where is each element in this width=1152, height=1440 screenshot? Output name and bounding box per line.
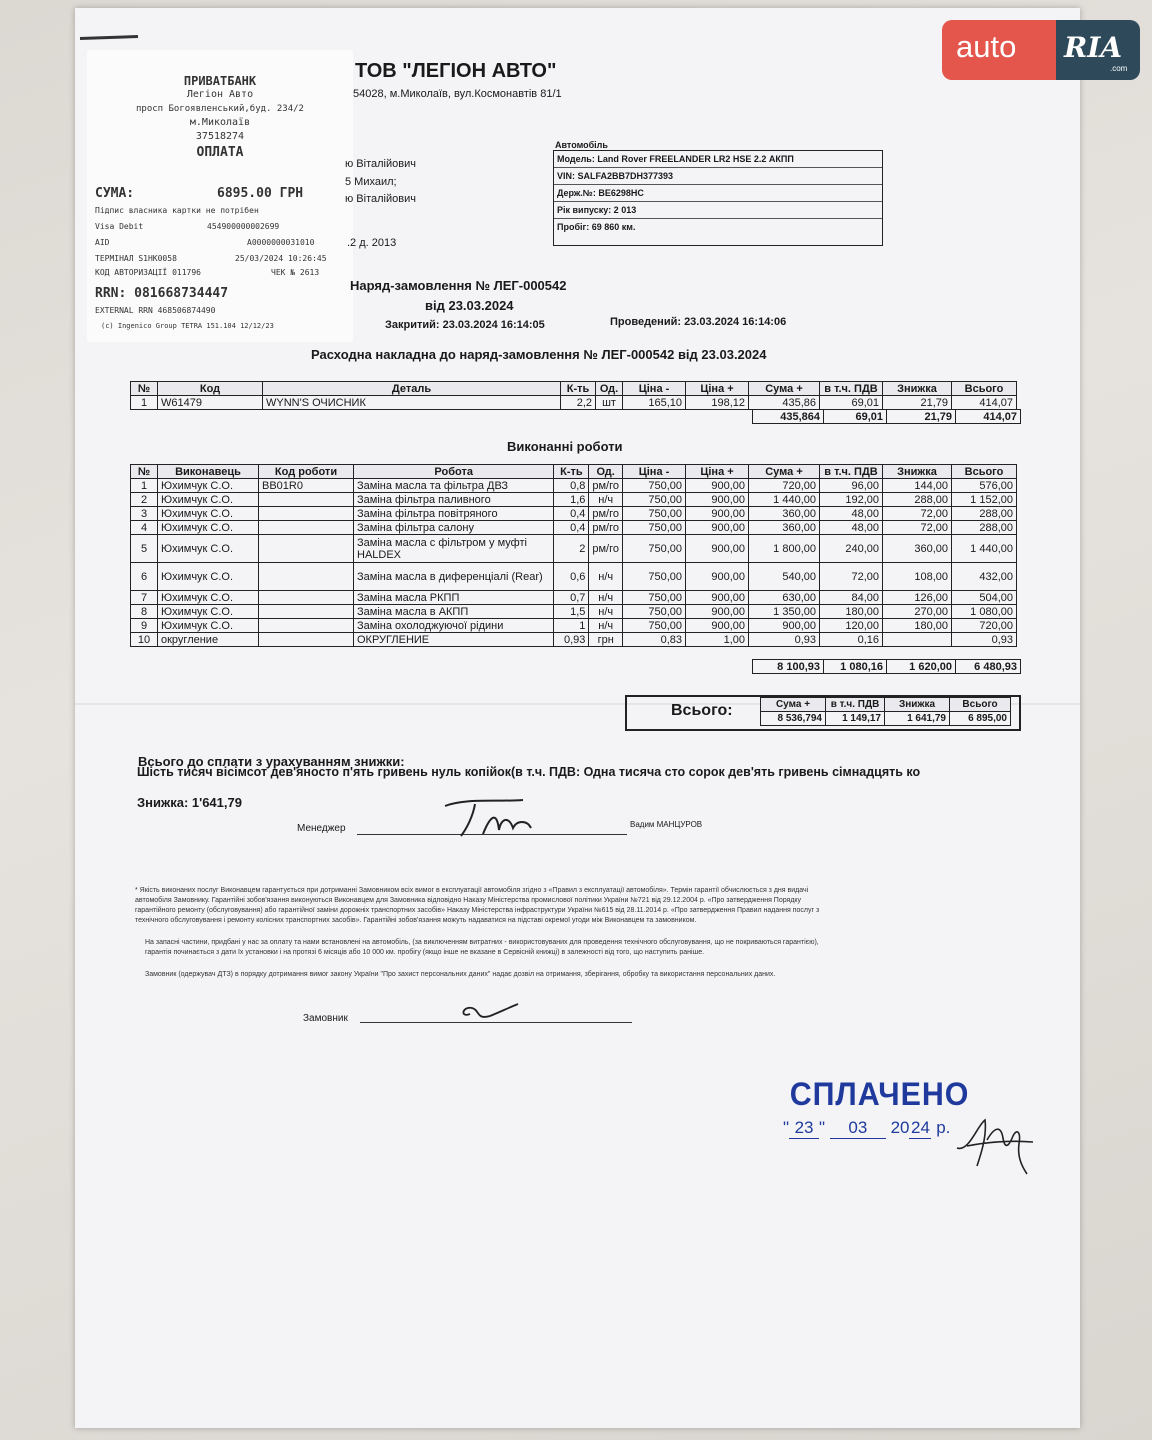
table-cell: рм/го: [589, 535, 623, 563]
fine-print-parts: На запасні частини, придбані у нас за оплату та нами встановлені на автомобіль, (за виключенням витратних - використовуваних для проведення технічного обслуговування, що не покриваються гарантією), гарантія починається з дати їх установки і на протязі 6 місяців або 10 000 км. пробігу (якщо інше не вказане в Сервісній книжці) в залежності від того, що наступить раніше.: [145, 939, 819, 956]
manager-name: Вадим МАНЦУРОВ: [630, 820, 703, 829]
order-closed: Закритий: 23.03.2024 16:14:05: [385, 319, 545, 331]
works-table: [130, 464, 1017, 647]
receipt-merchant: Легіон Авто: [186, 89, 254, 100]
table-cell: [259, 591, 354, 605]
table-cell: 288,00: [883, 493, 952, 507]
table-cell: Юхимчук С.О.: [158, 479, 259, 493]
table-cell: 69,01: [820, 396, 883, 410]
table-cell: 720,00: [749, 479, 820, 493]
table-row: [131, 479, 1017, 493]
table-cell: 1: [554, 619, 589, 633]
table-cell: 192,00: [820, 493, 883, 507]
table-cell: W61479: [158, 396, 263, 410]
table-row: [131, 535, 1017, 563]
table-cell: [259, 507, 354, 521]
table-row: [131, 591, 1017, 605]
table-row: [131, 605, 1017, 619]
table-cell: Заміна масла РКПП: [354, 591, 554, 605]
table-cell: 1 080,00: [952, 605, 1017, 619]
table-cell: [259, 535, 354, 563]
table-cell: 750,00: [623, 521, 686, 535]
table-cell: 576,00: [952, 479, 1017, 493]
table-cell: Юхимчук С.О.: [158, 507, 259, 521]
works-col-header: Всього: [952, 465, 1017, 479]
table-cell: н/ч: [589, 591, 623, 605]
table-row: [131, 493, 1017, 507]
table-cell: 0,7: [554, 591, 589, 605]
works-title: Виконанні роботи: [507, 439, 623, 454]
client-name-fragment: ю Віталійович: [345, 158, 416, 170]
table-cell: рм/го: [589, 521, 623, 535]
grand-value: 1 641,79: [885, 712, 950, 726]
table-cell: Заміна масла в АКПП: [354, 605, 554, 619]
company-name: ТОВ "ЛЕГІОН АВТО": [355, 60, 557, 82]
receipt-card-number: 454900000002699: [207, 222, 280, 231]
table-cell: Юхимчук С.О.: [158, 605, 259, 619]
payment-title: Всього до сплати з урахуванням знижки:: [138, 754, 405, 769]
table-cell: н/ч: [589, 605, 623, 619]
parts-col-header: Код: [158, 382, 263, 396]
manager-label: Менеджер: [297, 823, 346, 834]
table-cell: 900,00: [686, 493, 749, 507]
table-cell: 750,00: [623, 605, 686, 619]
car-vin: VIN: SALFA2BB7DH377393: [554, 167, 882, 184]
car-year: Рік випуску: 2 013: [554, 201, 882, 218]
table-cell: Юхимчук С.О.: [158, 563, 259, 591]
grand-col-header: Сума +: [761, 698, 826, 712]
table-cell: 360,00: [749, 521, 820, 535]
car-plate: Держ.№: ВЕ6298НС: [554, 184, 882, 201]
receipt-operation: ОПЛАТА: [196, 145, 244, 160]
table-cell: 900,00: [686, 563, 749, 591]
table-cell: 1 440,00: [749, 493, 820, 507]
table-cell: 1,00: [686, 633, 749, 647]
table-cell: 0,4: [554, 521, 589, 535]
grand-col-header: в т.ч. ПДВ: [826, 698, 885, 712]
table-cell: 0,6: [554, 563, 589, 591]
receipt-external-rrn: EXTERNAL RRN 468506874490: [95, 306, 216, 315]
works-col-header: Од.: [589, 465, 623, 479]
table-cell: 360,00: [749, 507, 820, 521]
grand-col-header: Знижка: [885, 698, 950, 712]
table-cell: 900,00: [686, 479, 749, 493]
customer-label: Замовник: [303, 1013, 348, 1024]
car-title: Автомобіль: [555, 140, 608, 150]
receipt-bank: ПРИВАТБАНК: [183, 74, 257, 88]
table-cell: WYNN'S ОЧИСНИК: [263, 396, 561, 410]
parts-totals: [752, 409, 1021, 424]
client-name-fragment: 5 Михаил;: [345, 176, 397, 188]
table-cell: 0,93: [554, 633, 589, 647]
parts-col-header: Од.: [596, 382, 623, 396]
totals-cell: 69,01: [824, 410, 887, 424]
works-header-row: [131, 465, 1017, 479]
table-cell: 435,86: [749, 396, 820, 410]
table-row: [131, 396, 1017, 410]
grand-value: 6 895,00: [950, 712, 1011, 726]
logo-auto-text: auto: [956, 29, 1017, 64]
table-cell: Заміна фільтра паливного: [354, 493, 554, 507]
table-cell: 900,00: [686, 605, 749, 619]
parts-col-header: Всього: [952, 382, 1017, 396]
table-cell: 72,00: [883, 521, 952, 535]
table-cell: 2,2: [561, 396, 596, 410]
parts-title: Расходна накладна до наряд-замовлення № ЛЕГ-000542 від 23.03.2024: [311, 347, 767, 362]
receipt-auth-code: КОД АВТОРИЗАЦІЇ 011796: [95, 268, 201, 277]
table-cell: Заміна фільтра повітряного: [354, 507, 554, 521]
table-cell: 10: [131, 633, 158, 647]
totals-cell: 6 480,93: [956, 660, 1021, 674]
table-cell: Заміна масла та фільтра ДВЗ: [354, 479, 554, 493]
table-cell: Заміна фільтра салону: [354, 521, 554, 535]
table-cell: Заміна масла с фільтром у муфті HALDEX: [354, 535, 554, 563]
order-date: від 23.03.2024: [425, 298, 514, 313]
table-cell: 1: [131, 396, 158, 410]
table-cell: 2: [554, 535, 589, 563]
table-cell: 750,00: [623, 535, 686, 563]
table-cell: 0,8: [554, 479, 589, 493]
table-cell: 144,00: [883, 479, 952, 493]
client-date-fragment: .2 д. 2013: [347, 237, 397, 249]
totals-cell: 435,864: [753, 410, 824, 424]
parts-col-header: №: [131, 382, 158, 396]
works-totals: [752, 659, 1021, 674]
table-cell: 6: [131, 563, 158, 591]
totals-row: [753, 410, 1021, 424]
table-cell: [259, 563, 354, 591]
works-col-header: Ціна -: [623, 465, 686, 479]
car-info-box: [553, 150, 883, 246]
receipt-check-number: ЧЕК № 2613: [271, 268, 320, 277]
table-cell: 540,00: [749, 563, 820, 591]
table-cell: 180,00: [883, 619, 952, 633]
receipt-sign-note: Підпис власника картки не потрібен: [95, 206, 259, 215]
table-cell: рм/го: [589, 507, 623, 521]
table-cell: 630,00: [749, 591, 820, 605]
totals-cell: 8 100,93: [753, 660, 824, 674]
table-cell: 504,00: [952, 591, 1017, 605]
table-cell: 414,07: [952, 396, 1017, 410]
receipt-city: м.Миколаїв: [189, 117, 251, 128]
receipt-footer: (c) Ingenico Group TETRA 151.104 12/12/23: [101, 322, 274, 330]
table-cell: [259, 493, 354, 507]
table-cell: грн: [589, 633, 623, 647]
table-cell: 0,83: [623, 633, 686, 647]
table-cell: 288,00: [952, 521, 1017, 535]
client-name-fragment: ю Віталійович: [345, 193, 416, 205]
table-row: [131, 507, 1017, 521]
receipt-rrn: RRN: 081668734447: [95, 286, 229, 301]
grand-value-row: [761, 712, 1011, 726]
table-cell: [259, 619, 354, 633]
table-cell: 84,00: [820, 591, 883, 605]
bank-receipt: [87, 50, 353, 342]
receipt-sum-value: 6895.00 ГРН: [217, 186, 304, 201]
table-cell: 720,00: [952, 619, 1017, 633]
grand-value: 8 536,794: [761, 712, 826, 726]
table-cell: н/ч: [589, 619, 623, 633]
table-cell: 900,00: [686, 521, 749, 535]
parts-col-header: Деталь: [263, 382, 561, 396]
works-col-header: №: [131, 465, 158, 479]
table-cell: 96,00: [820, 479, 883, 493]
table-cell: шт: [596, 396, 623, 410]
table-cell: 750,00: [623, 591, 686, 605]
logo-ria-text: RIA: [1064, 31, 1123, 64]
receipt-datetime: 25/03/2024 10:26:45: [235, 254, 327, 263]
table-cell: 270,00: [883, 605, 952, 619]
table-cell: 1,6: [554, 493, 589, 507]
table-cell: рм/го: [589, 479, 623, 493]
totals-cell: 1 620,00: [887, 660, 956, 674]
company-address: 54028, м.Миколаїв, вул.Космонавтів 81/1: [353, 88, 562, 100]
table-cell: 360,00: [883, 535, 952, 563]
parts-col-header: Сума +: [749, 382, 820, 396]
table-cell: [259, 521, 354, 535]
table-cell: н/ч: [589, 563, 623, 591]
table-cell: Заміна масла в диференціалі (Rear): [354, 563, 554, 591]
table-cell: 4: [131, 521, 158, 535]
table-cell: 432,00: [952, 563, 1017, 591]
car-mileage: Пробіг: 69 860 км.: [554, 218, 882, 235]
table-cell: Юхимчук С.О.: [158, 493, 259, 507]
parts-col-header: Знижка: [883, 382, 952, 396]
works-col-header: Робота: [354, 465, 554, 479]
table-cell: Юхимчук С.О.: [158, 591, 259, 605]
parts-header-row: [131, 382, 1017, 396]
works-col-header: в т.ч. ПДВ: [820, 465, 883, 479]
payment-words: Шість тисяч вісімсот дев'яносто п'ять гривень нуль копійок(в т.ч. ПДВ: Одна тисяча сто сорок дев'ять гривень сімнадцять ко: [137, 765, 921, 779]
works-col-header: К-ть: [554, 465, 589, 479]
totals-cell: 1 080,16: [824, 660, 887, 674]
paid-stamp: СПЛАЧЕНО: [789, 1076, 970, 1112]
stamp-unit: р.: [936, 1118, 951, 1137]
parts-table: [130, 381, 1017, 410]
receipt-address: просп Богоявленський,буд. 234/2: [136, 104, 304, 114]
receipt-aid-value: A0000000031010: [247, 238, 315, 247]
table-cell: Юхимчук С.О.: [158, 535, 259, 563]
table-cell: 8: [131, 605, 158, 619]
works-col-header: Код роботи: [259, 465, 354, 479]
order-conducted: Проведений: 23.03.2024 16:14:06: [610, 316, 787, 328]
table-cell: 72,00: [820, 563, 883, 591]
customer-signature: [450, 996, 540, 1026]
table-cell: 0,93: [952, 633, 1017, 647]
grand-header-row: [761, 698, 1011, 712]
table-cell: 0,93: [749, 633, 820, 647]
table-cell: 288,00: [952, 507, 1017, 521]
receipt-id: 37518274: [195, 131, 245, 142]
table-cell: 48,00: [820, 521, 883, 535]
payment-discount: Знижка: 1'641,79: [137, 795, 242, 810]
stamp-year-prefix: 20: [890, 1118, 910, 1137]
totals-cell: 21,79: [887, 410, 956, 424]
totals-row: [753, 660, 1021, 674]
table-cell: 750,00: [623, 479, 686, 493]
receipt-sum-label: СУМА:: [95, 186, 135, 201]
table-cell: 0,16: [820, 633, 883, 647]
table-cell: 198,12: [686, 396, 749, 410]
table-cell: 3: [131, 507, 158, 521]
receipt-card-type: Visa Debit: [95, 222, 144, 231]
table-cell: [883, 633, 952, 647]
pen-mark: [80, 35, 138, 40]
table-cell: 1 800,00: [749, 535, 820, 563]
table-cell: округление: [158, 633, 259, 647]
logo-com-text: .com: [1110, 64, 1128, 73]
table-cell: 750,00: [623, 507, 686, 521]
grand-value: 1 149,17: [826, 712, 885, 726]
table-cell: BB01R0: [259, 479, 354, 493]
table-cell: 48,00: [820, 507, 883, 521]
parts-col-header: в т.ч. ПДВ: [820, 382, 883, 396]
table-cell: 900,00: [686, 507, 749, 521]
receipt-terminal: ТЕРМІНАЛ S1HK0058: [95, 254, 177, 263]
totals-cell: 414,07: [956, 410, 1021, 424]
fine-print-warranty: * Якість виконаних послуг Виконавцем гарантується при дотриманні Замовником всіх вимог в експлуатації автомобіля згідно з «Правил з експлуатації автомобіля». Термін гарантії обчислюється з дня видачі автомобіля Замовнику. Гарантійні зобов'язання виконуються Виконавцем для Замовника відповідно Наказу Міністерства промислової політики України №721 від 29.12.2004 р. «Про затвердження Порядку гарантійного ремонту (обслуговування) або гарантійної заміни дорожніх транспортних засобів» Наказу Міністерства інфраструктури України №615 від 28.11.2014 р. «Про затвердження Правил надання послуг з технічного обслуговування і ремонту колісних транспортних засобів». Гарантійні зобов'язання можуть надаватися на підставі окремої угоди між Виконавцем та замовником.: [135, 887, 820, 924]
table-row: [131, 563, 1017, 591]
table-cell: [259, 605, 354, 619]
stamp-signature: [947, 1106, 1037, 1178]
table-row: [131, 633, 1017, 647]
fine-print-privacy: Замовник (одержувач ДТЗ) в порядку дотримання вимог закону України "Про захист персональних даних" надає дозвіл на отримання, зберігання, обробку та використання персональних даних.: [145, 971, 776, 978]
table-cell: 5: [131, 535, 158, 563]
works-col-header: Ціна +: [686, 465, 749, 479]
table-cell: 750,00: [623, 619, 686, 633]
table-cell: 0,4: [554, 507, 589, 521]
table-cell: ОКРУГЛЕНИЕ: [354, 633, 554, 647]
table-cell: 900,00: [686, 591, 749, 605]
parts-col-header: К-ть: [561, 382, 596, 396]
table-cell: Заміна охолоджуючої рідини: [354, 619, 554, 633]
grand-col-header: Всього: [950, 698, 1011, 712]
table-row: [131, 521, 1017, 535]
table-cell: 1 152,00: [952, 493, 1017, 507]
parts-col-header: Ціна -: [623, 382, 686, 396]
grand-total-label: Всього:: [671, 702, 733, 719]
table-cell: 9: [131, 619, 158, 633]
table-cell: 120,00: [820, 619, 883, 633]
autoria-logo: [942, 20, 1140, 80]
car-model: Модель: Land Rover FREELANDER LR2 HSE 2.2 АКПП: [557, 154, 794, 164]
table-cell: 108,00: [883, 563, 952, 591]
table-cell: [259, 633, 354, 647]
table-cell: 21,79: [883, 396, 952, 410]
table-cell: 1 440,00: [952, 535, 1017, 563]
stamp-month: 03: [830, 1118, 886, 1139]
table-cell: 1,5: [554, 605, 589, 619]
manager-signature: [435, 794, 545, 844]
table-cell: Юхимчук С.О.: [158, 619, 259, 633]
order-title: Наряд-замовлення № ЛЕГ-000542: [350, 278, 567, 293]
table-cell: 900,00: [749, 619, 820, 633]
document-sheet: [75, 8, 1080, 1428]
table-cell: 1: [131, 479, 158, 493]
table-cell: 165,10: [623, 396, 686, 410]
table-cell: 900,00: [686, 535, 749, 563]
stamp-year-suffix: 24: [911, 1118, 930, 1137]
table-cell: 7: [131, 591, 158, 605]
table-cell: 2: [131, 493, 158, 507]
works-col-header: Сума +: [749, 465, 820, 479]
parts-col-header: Ціна +: [686, 382, 749, 396]
table-cell: 750,00: [623, 563, 686, 591]
table-cell: 72,00: [883, 507, 952, 521]
table-cell: 240,00: [820, 535, 883, 563]
table-cell: 180,00: [820, 605, 883, 619]
table-cell: 900,00: [686, 619, 749, 633]
table-cell: н/ч: [589, 493, 623, 507]
stamp-day: 23: [789, 1118, 819, 1139]
receipt-aid-label: AID: [95, 238, 110, 247]
table-cell: Юхимчук С.О.: [158, 521, 259, 535]
table-cell: 126,00: [883, 591, 952, 605]
table-row: [131, 619, 1017, 633]
table-cell: 750,00: [623, 493, 686, 507]
grand-total-table: [760, 697, 1011, 726]
works-col-header: Виконавець: [158, 465, 259, 479]
paid-stamp-date: " 23 " 03 2024 р.: [783, 1118, 951, 1137]
works-col-header: Знижка: [883, 465, 952, 479]
table-cell: 1 350,00: [749, 605, 820, 619]
